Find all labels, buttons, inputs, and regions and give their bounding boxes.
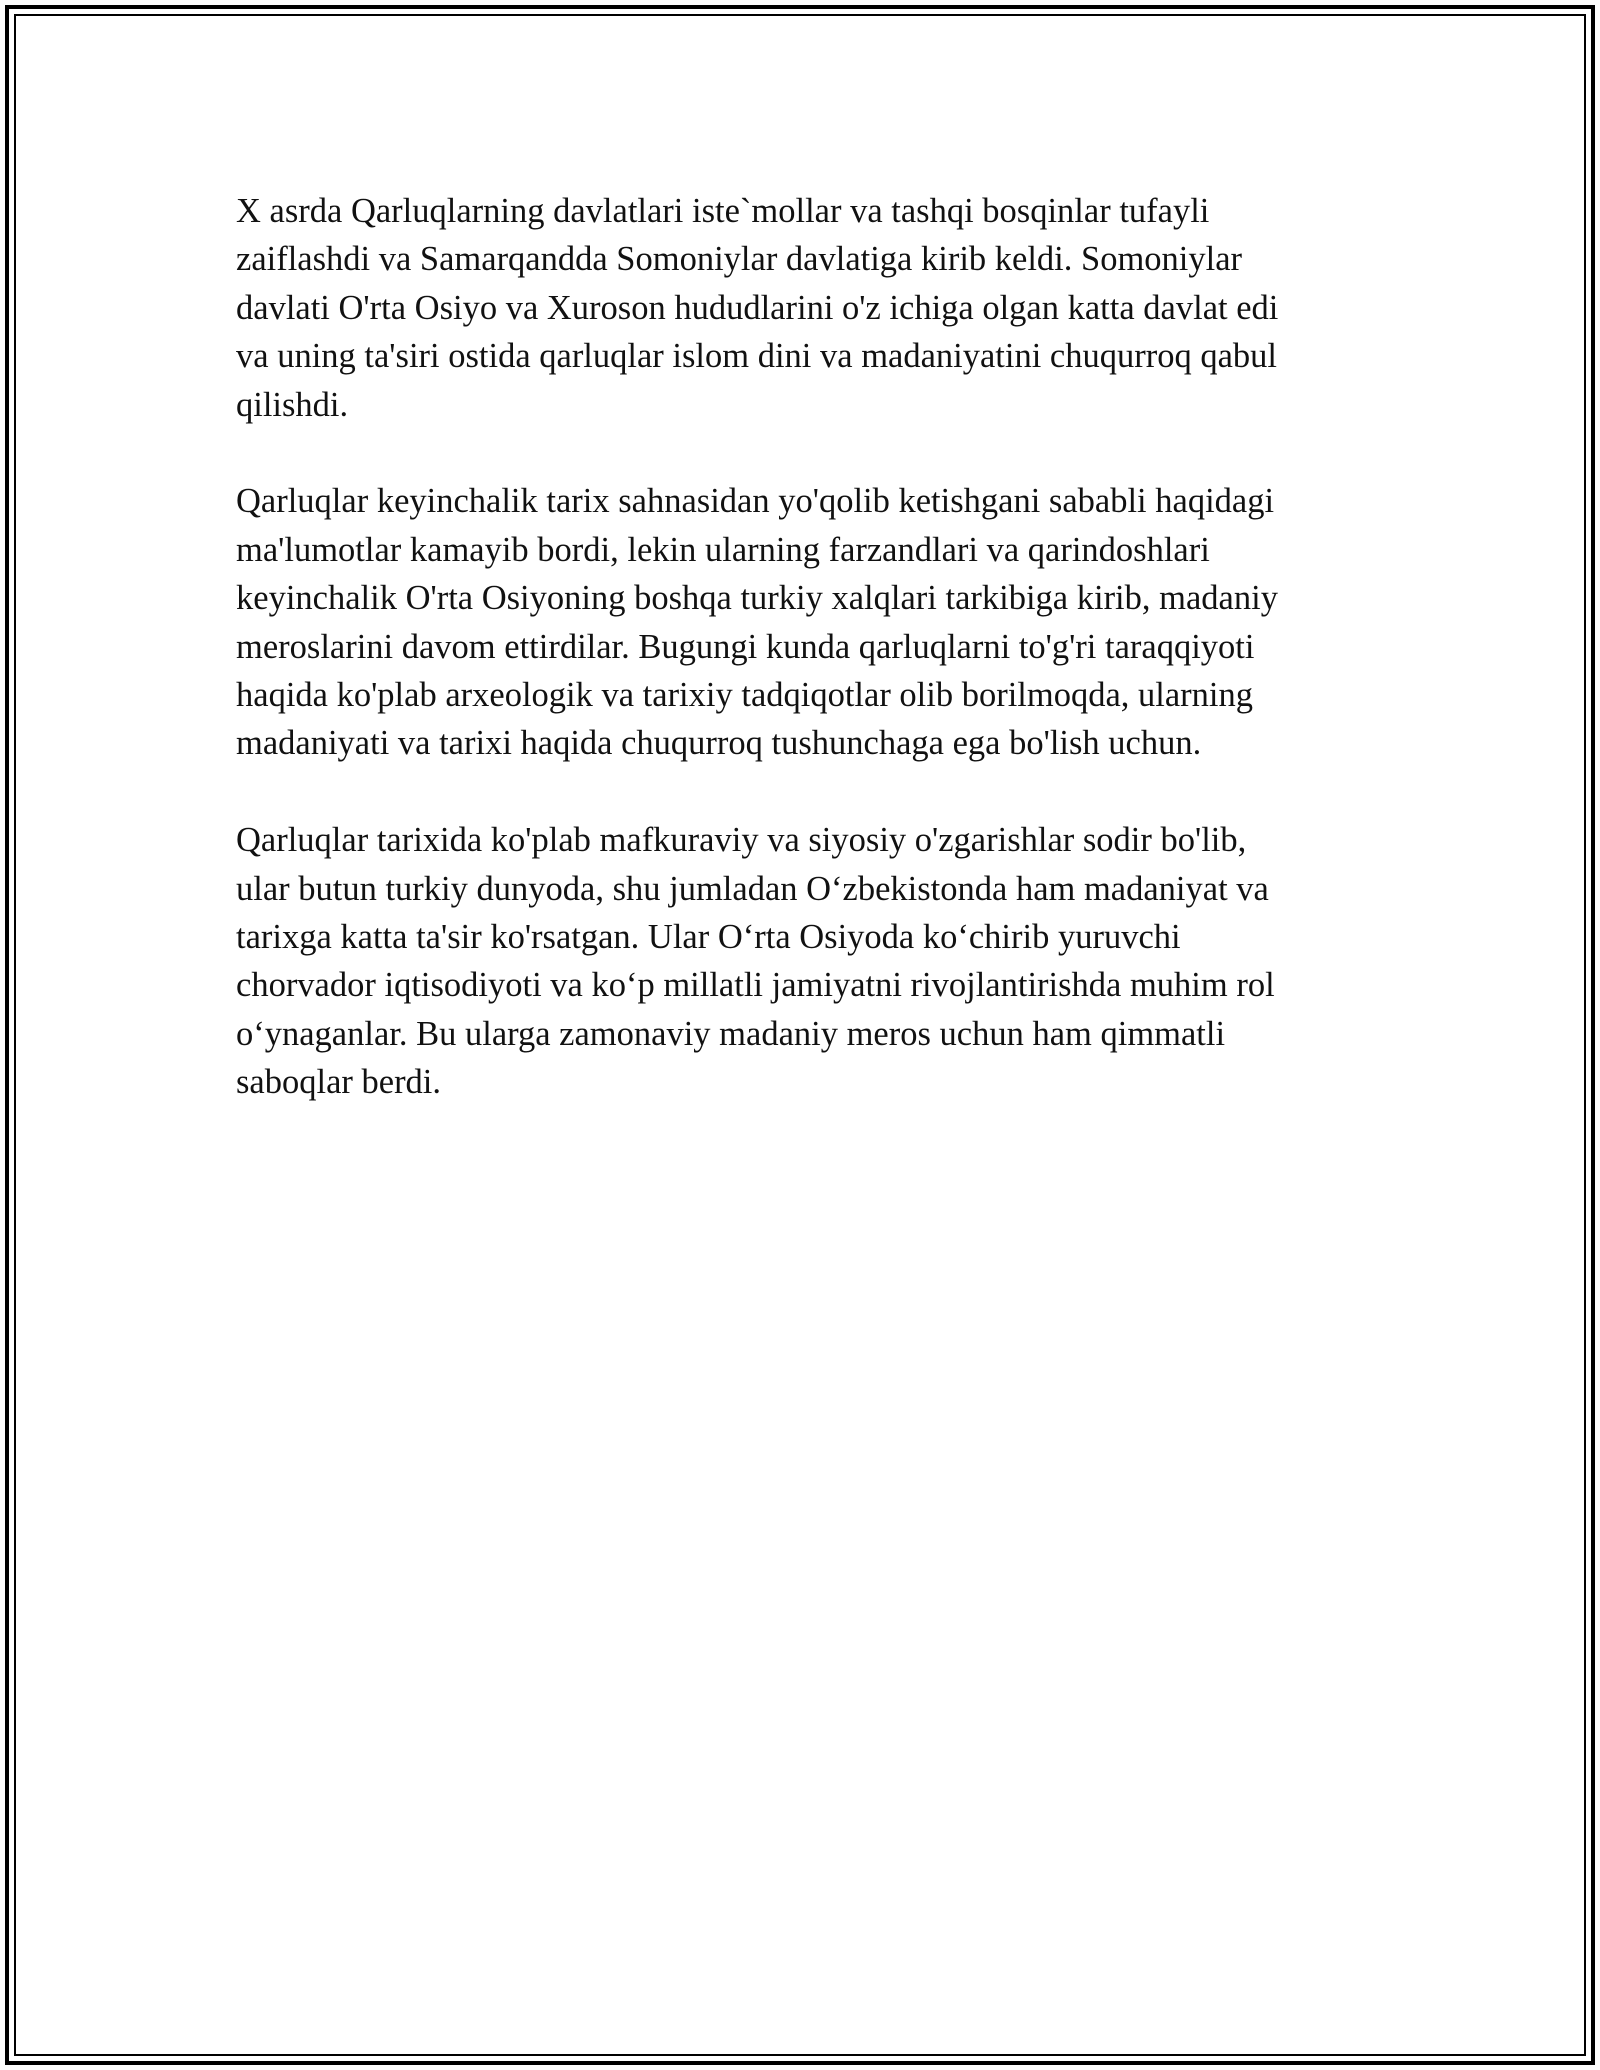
text-line: ma'lumotlar kamayib bordi, lekin ularning farzandlari va qarindoshlari <box>236 530 1210 569</box>
text-line: madaniyati va tarixi haqida chuqurroq tushunchaga ega bo'lish uchun. <box>236 724 1202 763</box>
text-line: ular butun turkiy dunyoda, shu jumladan O‘zbekistonda ham madaniyat va <box>236 869 1269 908</box>
paragraph-1 <box>236 187 1366 429</box>
text-line: X asrda Qarluqlarning davlatlari iste`mollar va tashqi bosqinlar tufayli <box>236 192 1210 230</box>
text-line: haqida ko'plab arxeologik va tarixiy tadqiqotlar olib borilmoqda, ularning <box>236 676 1254 715</box>
text-line: Qarluqlar keyinchalik tarix sahnasidan yo'qolib ketishgani sababli haqidagi <box>236 482 1275 521</box>
text-line: meroslarini davom ettirdilar. Bugungi kunda qarluqlarni to'g'ri taraqqiyoti <box>236 627 1255 666</box>
text-line: qilishdi. <box>236 385 349 424</box>
text-line: Qarluqlar tarixida ko'plab mafkuraviy va siyosiy o'zgarishlar sodir bo'lib, <box>236 821 1247 860</box>
paragraph-3 <box>236 816 1366 1106</box>
text-line: chorvador iqtisodiyoti va ko‘p millatli jamiyatni rivojlantirishda muhim rol <box>236 966 1275 1005</box>
text-line: davlati O'rta Osiyo va Xuroson hududlarini o'z ichiga olgan katta davlat edi <box>236 288 1279 327</box>
paragraph-2 <box>236 477 1366 767</box>
text-line: keyinchalik O'rta Osiyoning boshqa turkiy xalqlari tarkibiga kirib, madaniy <box>236 579 1278 618</box>
text-line: saboqlar berdi. <box>236 1063 442 1102</box>
text-line: va uning ta'siri ostida qarluqlar islom dini va madaniyatini chuqurroq qabul <box>236 337 1277 376</box>
text-line: tarixga katta ta'sir ko'rsatgan. Ular O‘rta Osiyoda ko‘chirib yuruvchi <box>236 918 1181 957</box>
text-line: o‘ynaganlar. Bu ularga zamonaviy madaniy meros uchun ham qimmatli <box>236 1014 1226 1053</box>
text-line: zaiflashdi va Samarqandda Somoniylar davlatiga kirib keldi. Somoniylar <box>236 240 1243 279</box>
document-body <box>236 187 1366 1155</box>
